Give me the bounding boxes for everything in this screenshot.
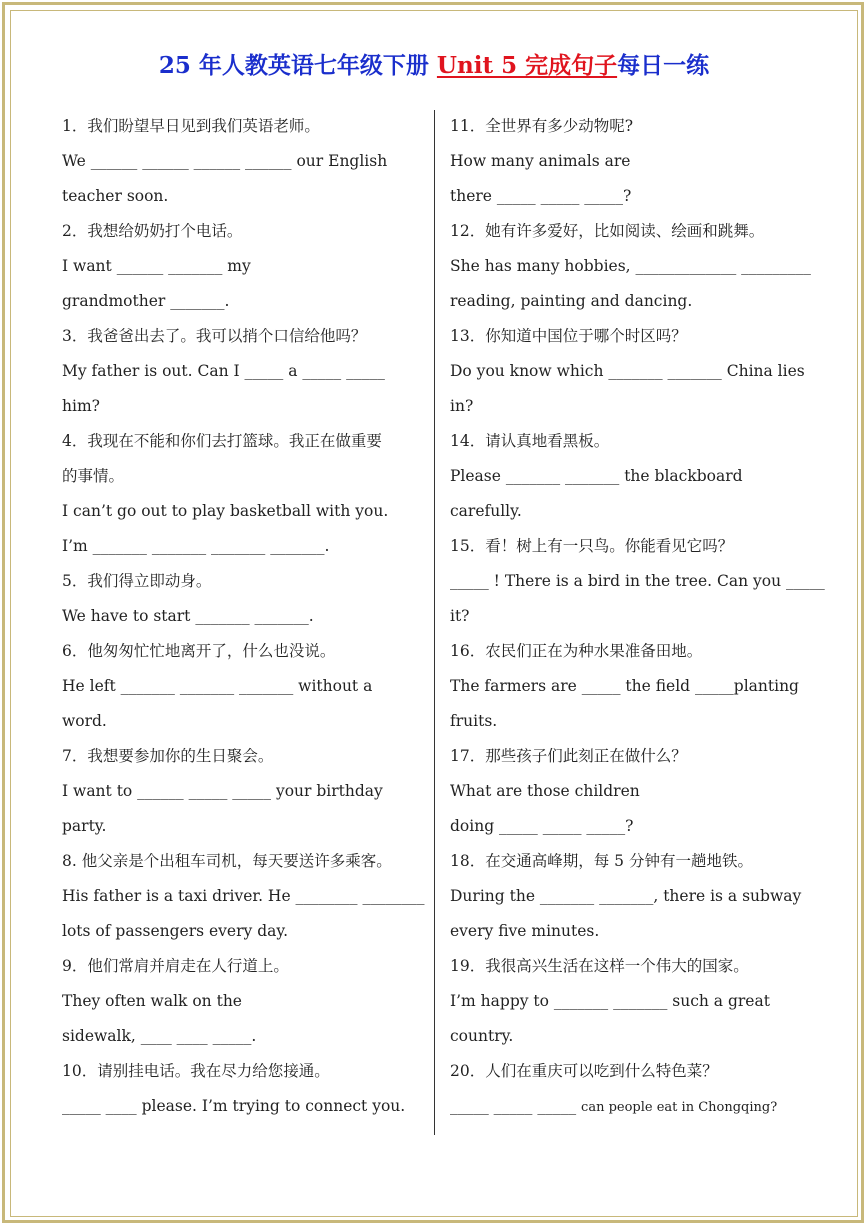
text-line: him?: [62, 397, 100, 415]
right-column: [450, 109, 825, 1124]
text-line: I’m happy to _______ _______ such a great: [450, 992, 770, 1010]
answer-blanks: _____ _____ _____: [450, 1097, 577, 1115]
text-line: 12．她有许多爱好，比如阅读、绘画和跳舞。: [450, 222, 765, 240]
text-line: During the _______ _______, there is a subway: [450, 887, 802, 905]
text-line: The farmers are _____ the field _____planting: [450, 677, 799, 695]
text-line: 4．我现在不能和你们去打篮球。我正在做重要: [62, 432, 382, 450]
text-line: Do you know which _______ _______ China lies: [450, 362, 805, 380]
title-unit: Unit 5 完成句子: [436, 52, 618, 79]
text-line: grandmother _______.: [62, 292, 230, 310]
text-line: How many animals are: [450, 152, 631, 170]
text-line: in?: [450, 397, 474, 415]
text-line: 3．我爸爸出去了。我可以捎个口信给他吗？: [62, 327, 367, 345]
text-line: His father is a taxi driver. He ________ ________: [62, 887, 425, 905]
text-line: 2．我想给奶奶打个电话。: [62, 222, 243, 240]
text-line: 1．我们盼望早日见到我们英语老师。: [62, 117, 320, 135]
text-line: 18．在交通高峰期，每 5 分钟有一趟地铁。: [450, 852, 753, 870]
text-line: 11．全世界有多少动物呢?: [450, 117, 634, 135]
text-line: 13．你知道中国位于哪个时区吗？: [450, 327, 687, 345]
text-line: We ______ ______ ______ ______ our English: [62, 152, 388, 170]
text-line: My father is out. Can I _____ a _____ _____: [62, 362, 385, 380]
text-line: Please _______ _______ the blackboard: [450, 467, 743, 485]
text-line: I want to ______ _____ _____ your birthday: [62, 782, 383, 800]
text-line: doing _____ _____ _____?: [450, 817, 634, 835]
text-line: We have to start _______ _______.: [62, 607, 314, 625]
text-line: _____ ____ please. I’m trying to connect you.: [62, 1097, 406, 1115]
text-line: She has many hobbies, _____________ _________: [450, 257, 811, 275]
text-line: every five minutes.: [450, 922, 600, 940]
text-line: reading, painting and dancing.: [450, 292, 693, 310]
page-title: [0, 47, 868, 80]
text-line: 7．我想要参加你的生日聚会。: [62, 747, 274, 765]
title-part1: 25 年人教英语七年级下册: [158, 52, 437, 79]
text-line: there _____ _____ _____?: [450, 187, 632, 205]
text-line: They often walk on the: [62, 992, 242, 1010]
text-line: country.: [450, 1027, 514, 1045]
text-line: 17．那些孩子们此刻正在做什么？: [450, 747, 687, 765]
text-line: it?: [450, 607, 470, 625]
column-divider: [434, 110, 435, 1135]
text-line: What are those children: [450, 782, 640, 800]
text-line: 16．农民们正在为种水果准备田地。: [450, 642, 703, 660]
text-line: 19．我很高兴生活在这样一个伟大的国家。: [450, 957, 749, 975]
sentence-tail: can people eat in Chongqing?: [581, 1100, 778, 1115]
text-line: 6．他匆匆忙忙地离开了，什么也没说。: [62, 642, 336, 660]
text-line: 14．请认真地看黑板。: [450, 432, 610, 450]
text-line: teacher soon.: [62, 187, 169, 205]
text-line: 9．他们常肩并肩走在人行道上。: [62, 957, 289, 975]
text-line: 20．人们在重庆可以吃到什么特色菜？: [450, 1062, 718, 1080]
text-line: sidewalk, ____ ____ _____.: [62, 1027, 257, 1045]
text-line: 的事情。: [62, 467, 125, 485]
text-line: party.: [62, 817, 107, 835]
title-part3: 每日一练: [617, 52, 710, 79]
left-column: [62, 109, 425, 1124]
text-line: fruits.: [450, 712, 498, 730]
text-line: 5．我们得立即动身。: [62, 572, 212, 590]
text-line: lots of passengers every day.: [62, 922, 288, 940]
text-line: I want ______ _______ my: [62, 257, 251, 275]
text-line: He left _______ _______ _______ without a: [62, 677, 373, 695]
text-line: I’m _______ _______ _______ _______.: [62, 537, 330, 555]
text-line: _____ ! There is a bird in the tree. Can you _____: [450, 572, 825, 590]
text-line: I can’t go out to play basketball with you.: [62, 502, 389, 520]
text-line: 10．请别挂电话。我在尽力给您接通。: [62, 1062, 330, 1080]
text-line: 8. 他父亲是个出租车司机，每天要送许多乘客。: [62, 852, 392, 870]
text-line: word.: [62, 712, 107, 730]
text-line: [450, 1089, 812, 1124]
text-line: 15．看！树上有一只鸟。你能看见它吗？: [450, 537, 734, 555]
text-line: carefully.: [450, 502, 522, 520]
